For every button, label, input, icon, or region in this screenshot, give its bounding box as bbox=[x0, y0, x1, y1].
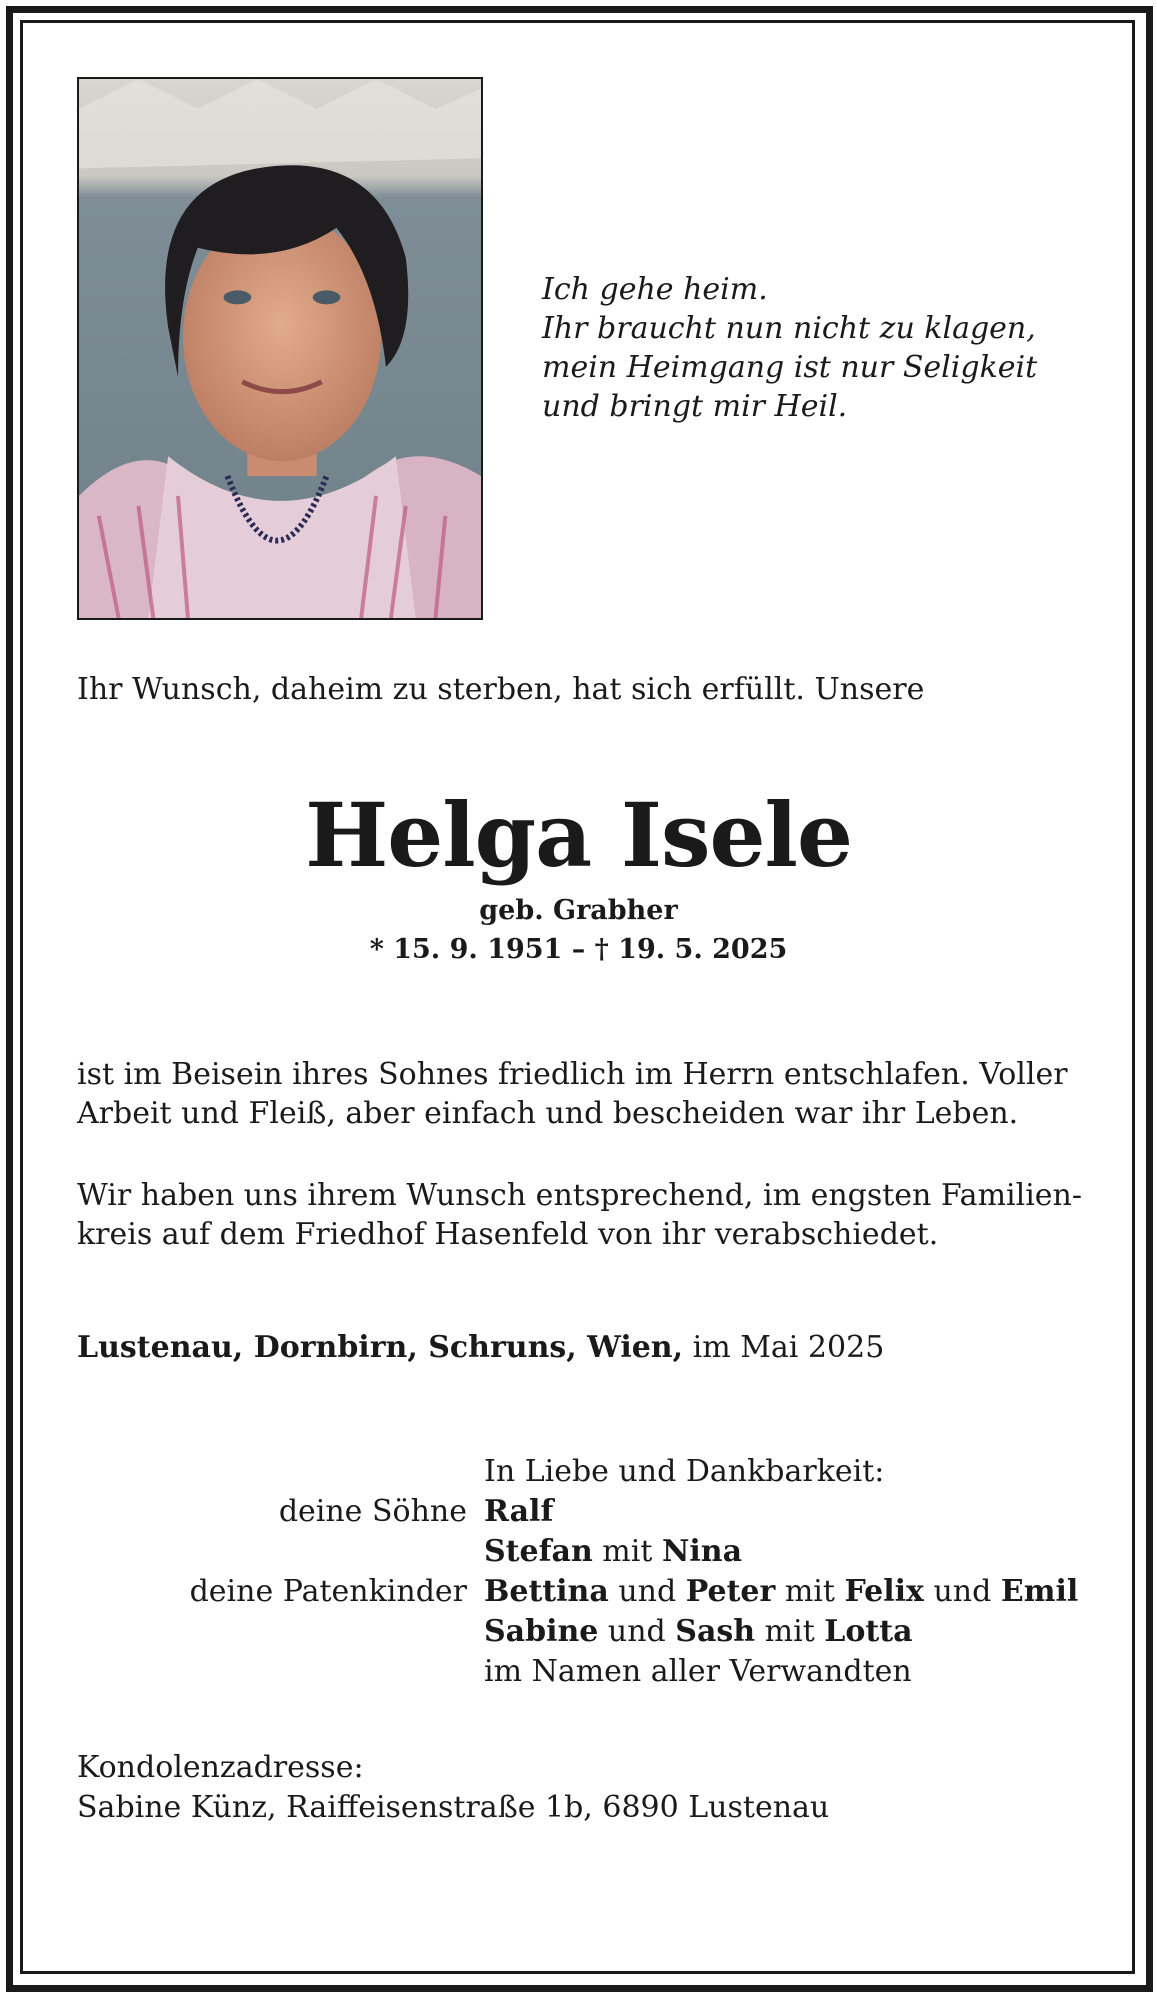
deceased-name: Helga Isele bbox=[305, 783, 852, 887]
connector: mit bbox=[775, 1574, 845, 1609]
intro-text: Ihr Wunsch, daheim zu sterben, hat sich erfüllt. Unsere bbox=[77, 672, 925, 707]
signers-block bbox=[0, 1454, 1157, 1694]
godchild-name: Peter bbox=[685, 1574, 776, 1609]
godchild-name: Sash bbox=[675, 1614, 756, 1649]
godchild-name: Sabine bbox=[484, 1614, 599, 1649]
place-towns: Lustenau, Dornbirn, Schruns, Wien, bbox=[77, 1330, 684, 1365]
poem-line: mein Heimgang ist nur Seligkeit bbox=[542, 350, 1038, 385]
poem-line: Ihr braucht nun nicht zu klagen, bbox=[542, 311, 1036, 346]
partner-name: Nina bbox=[661, 1534, 743, 1569]
paragraph-line: ist im Beisein ihres Sohnes friedlich im Herrn entschlafen. Voller bbox=[77, 1057, 1068, 1092]
life-dates: * 15. 9. 1951 – † 19. 5. 2025 bbox=[369, 934, 788, 965]
condolence-address-line: Sabine Künz, Raiffeisenstraße 1b, 6890 Lustenau bbox=[77, 1790, 830, 1825]
connector: mit bbox=[592, 1534, 662, 1569]
godchild-name: Felix bbox=[844, 1574, 924, 1609]
poem-line: Ich gehe heim. bbox=[542, 272, 768, 307]
role-sons: deine Söhne bbox=[278, 1494, 467, 1529]
paragraph-line: kreis auf dem Friedhof Hasenfeld von ihr verabschiedet. bbox=[77, 1217, 939, 1252]
portrait-photo bbox=[77, 77, 483, 620]
greeting: In Liebe und Dankbarkeit: bbox=[484, 1454, 885, 1489]
godchild-name: Lotta bbox=[824, 1614, 913, 1649]
paragraph-1 bbox=[77, 1055, 1068, 1133]
condolence-label: Kondolenzadresse: bbox=[77, 1750, 364, 1785]
relatives-line: im Namen aller Verwandten bbox=[484, 1654, 912, 1689]
role-godchildren: deine Patenkinder bbox=[189, 1574, 467, 1609]
son-name: Stefan bbox=[484, 1534, 593, 1569]
connector: mit bbox=[755, 1614, 825, 1649]
poem-line: und bringt mir Heil. bbox=[542, 389, 848, 424]
connector: und bbox=[923, 1574, 1001, 1609]
son-name: Ralf bbox=[484, 1494, 554, 1529]
poem bbox=[542, 270, 1037, 426]
connector: und bbox=[608, 1574, 686, 1609]
maiden-name: geb. Grabher bbox=[479, 895, 678, 926]
paragraph-line: Wir haben uns ihrem Wunsch entsprechend, im engsten Familien- bbox=[77, 1178, 1083, 1213]
place-month: im Mai 2025 bbox=[683, 1330, 885, 1365]
paragraph-2 bbox=[77, 1176, 1082, 1254]
connector: und bbox=[598, 1614, 676, 1649]
paragraph-line: Arbeit und Fleiß, aber einfach und bescheiden war ihr Leben. bbox=[77, 1096, 1019, 1131]
godchild-name: Bettina bbox=[484, 1574, 609, 1609]
condolence-address bbox=[77, 1748, 829, 1828]
godchild-name: Emil bbox=[1000, 1574, 1079, 1609]
place-date bbox=[77, 1330, 884, 1365]
